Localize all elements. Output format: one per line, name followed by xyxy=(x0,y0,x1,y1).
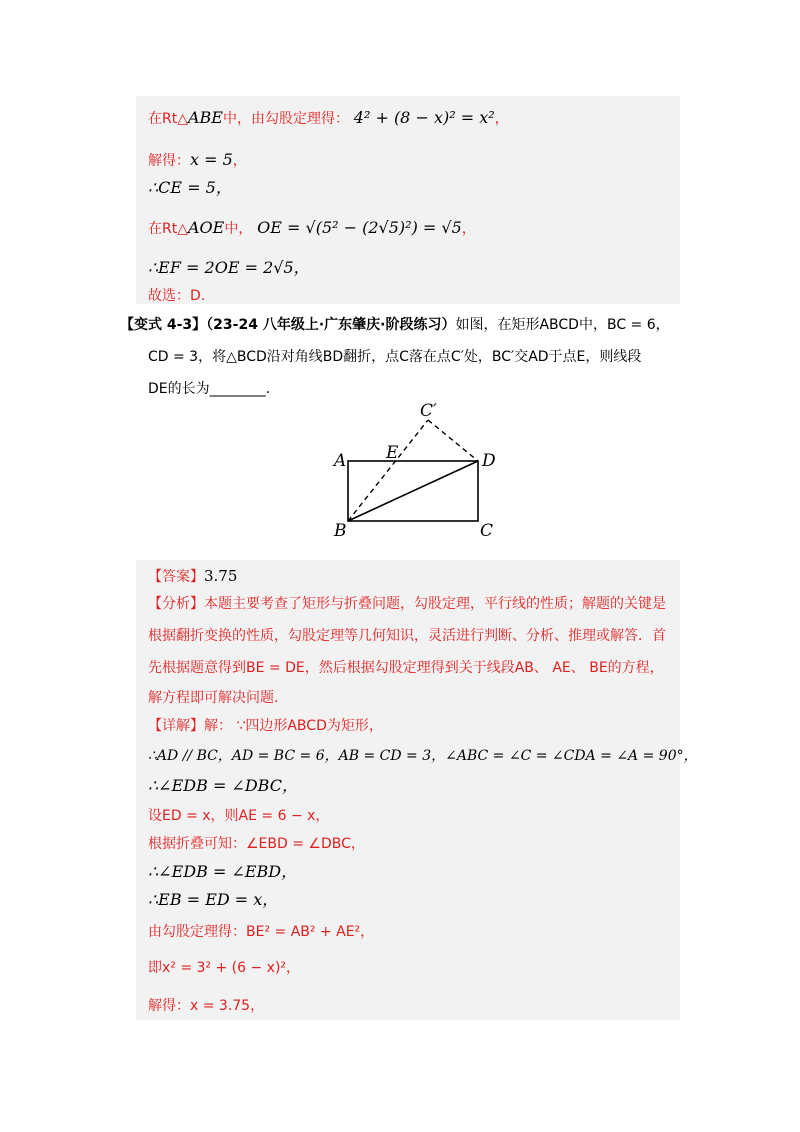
detail-line-9: 解得：x = 3.75， xyxy=(148,998,265,1014)
prev-line-1: 在Rt△ABE中，由勾股定理得： 4² + (8 − x)² = x²， xyxy=(148,108,509,127)
prev-line-6: 故选：D. xyxy=(148,288,206,304)
detail-line-4: 根据折叠可知：∠EBD = ∠DBC， xyxy=(148,836,365,852)
question-line-1: 【变式 4-3】（23-24 八年级上·广东肇庆·阶段练习）如图，在矩形ABCD中，BC = 6， xyxy=(120,317,670,333)
detail-tag: 【详解】 xyxy=(148,718,204,734)
detail-line-3: 设ED = x，则AE = 6 − x， xyxy=(148,808,330,824)
label-c-prime: C′ xyxy=(420,401,437,421)
detail-line-7: 由勾股定理得：BE² = AB² + AE²， xyxy=(148,924,375,940)
detail-line-8: 即x² = 3² + (6 − x)²， xyxy=(148,960,301,976)
label-d: D xyxy=(482,451,496,471)
label-e: E xyxy=(386,443,399,463)
question-source: （23-24 八年级上·广东肇庆·阶段练习） xyxy=(206,317,456,333)
question-line-3: DE的长为________. xyxy=(148,381,271,397)
prev-equation-1: 4² + (8 − x)² = x² xyxy=(353,108,495,127)
dashed-dc-prime xyxy=(428,420,478,461)
detail-line-6: ∴EB = ED = x， xyxy=(148,890,279,909)
prev-line-5: ∴EF = 2OE = 2√5， xyxy=(148,258,310,277)
analysis-tag: 【分析】 xyxy=(148,596,204,612)
analysis-line-2: 根据翻折变换的性质，勾股定理等几何知识，灵活进行判断、分析、推理或解答．首 xyxy=(148,628,666,644)
detail-line-0: 【详解】解： ∵四边形ABCD为矩形， xyxy=(148,718,383,734)
question-tag: 【变式 4-3】 xyxy=(120,317,207,333)
detail-line-2: ∴∠EDB = ∠DBC， xyxy=(148,776,298,795)
label-c: C xyxy=(480,521,494,541)
detail-line-5: ∴∠EDB = ∠EBD， xyxy=(148,862,298,881)
analysis-line-4: 解方程即可解决问题. xyxy=(148,690,279,706)
label-b: B xyxy=(334,521,347,541)
label-a: A xyxy=(334,451,347,471)
diagonal-bd xyxy=(348,461,478,521)
prev-equation-4: OE = √(5² − (2√5)²) = √5 xyxy=(257,218,462,237)
geometry-figure xyxy=(320,398,520,543)
analysis-line-1: 【分析】本题主要考查了矩形与折叠问题，勾股定理，平行线的性质；解题的关键是 xyxy=(148,596,666,612)
question-line-2: CD = 3，将△BCD沿对角线BD翻折，点C落在点C′处，BC′交AD于点E，则线段 xyxy=(148,349,642,365)
answer-value: 3.75 xyxy=(204,567,238,585)
answer-line xyxy=(148,566,237,587)
prev-line-4: 在Rt△AOE中， OE = √(5² − (2√5)²) = √5， xyxy=(148,218,476,237)
prev-line-2: 解得：x = 5， xyxy=(148,150,247,169)
detail-line-1: ∴AD // BC，AD = BC = 6，AB = CD = 3，∠ABC = ∠C = ∠CDA = ∠A = 90°， xyxy=(148,748,698,764)
dashed-bc-prime xyxy=(348,420,428,521)
prev-line-3: ∴CE = 5， xyxy=(148,178,232,197)
answer-tag: 【答案】 xyxy=(148,569,204,585)
analysis-line-3: 先根据题意得到BE = DE，然后根据勾股定理得到关于线段AB、 AE、 BE的方程， xyxy=(148,660,664,676)
